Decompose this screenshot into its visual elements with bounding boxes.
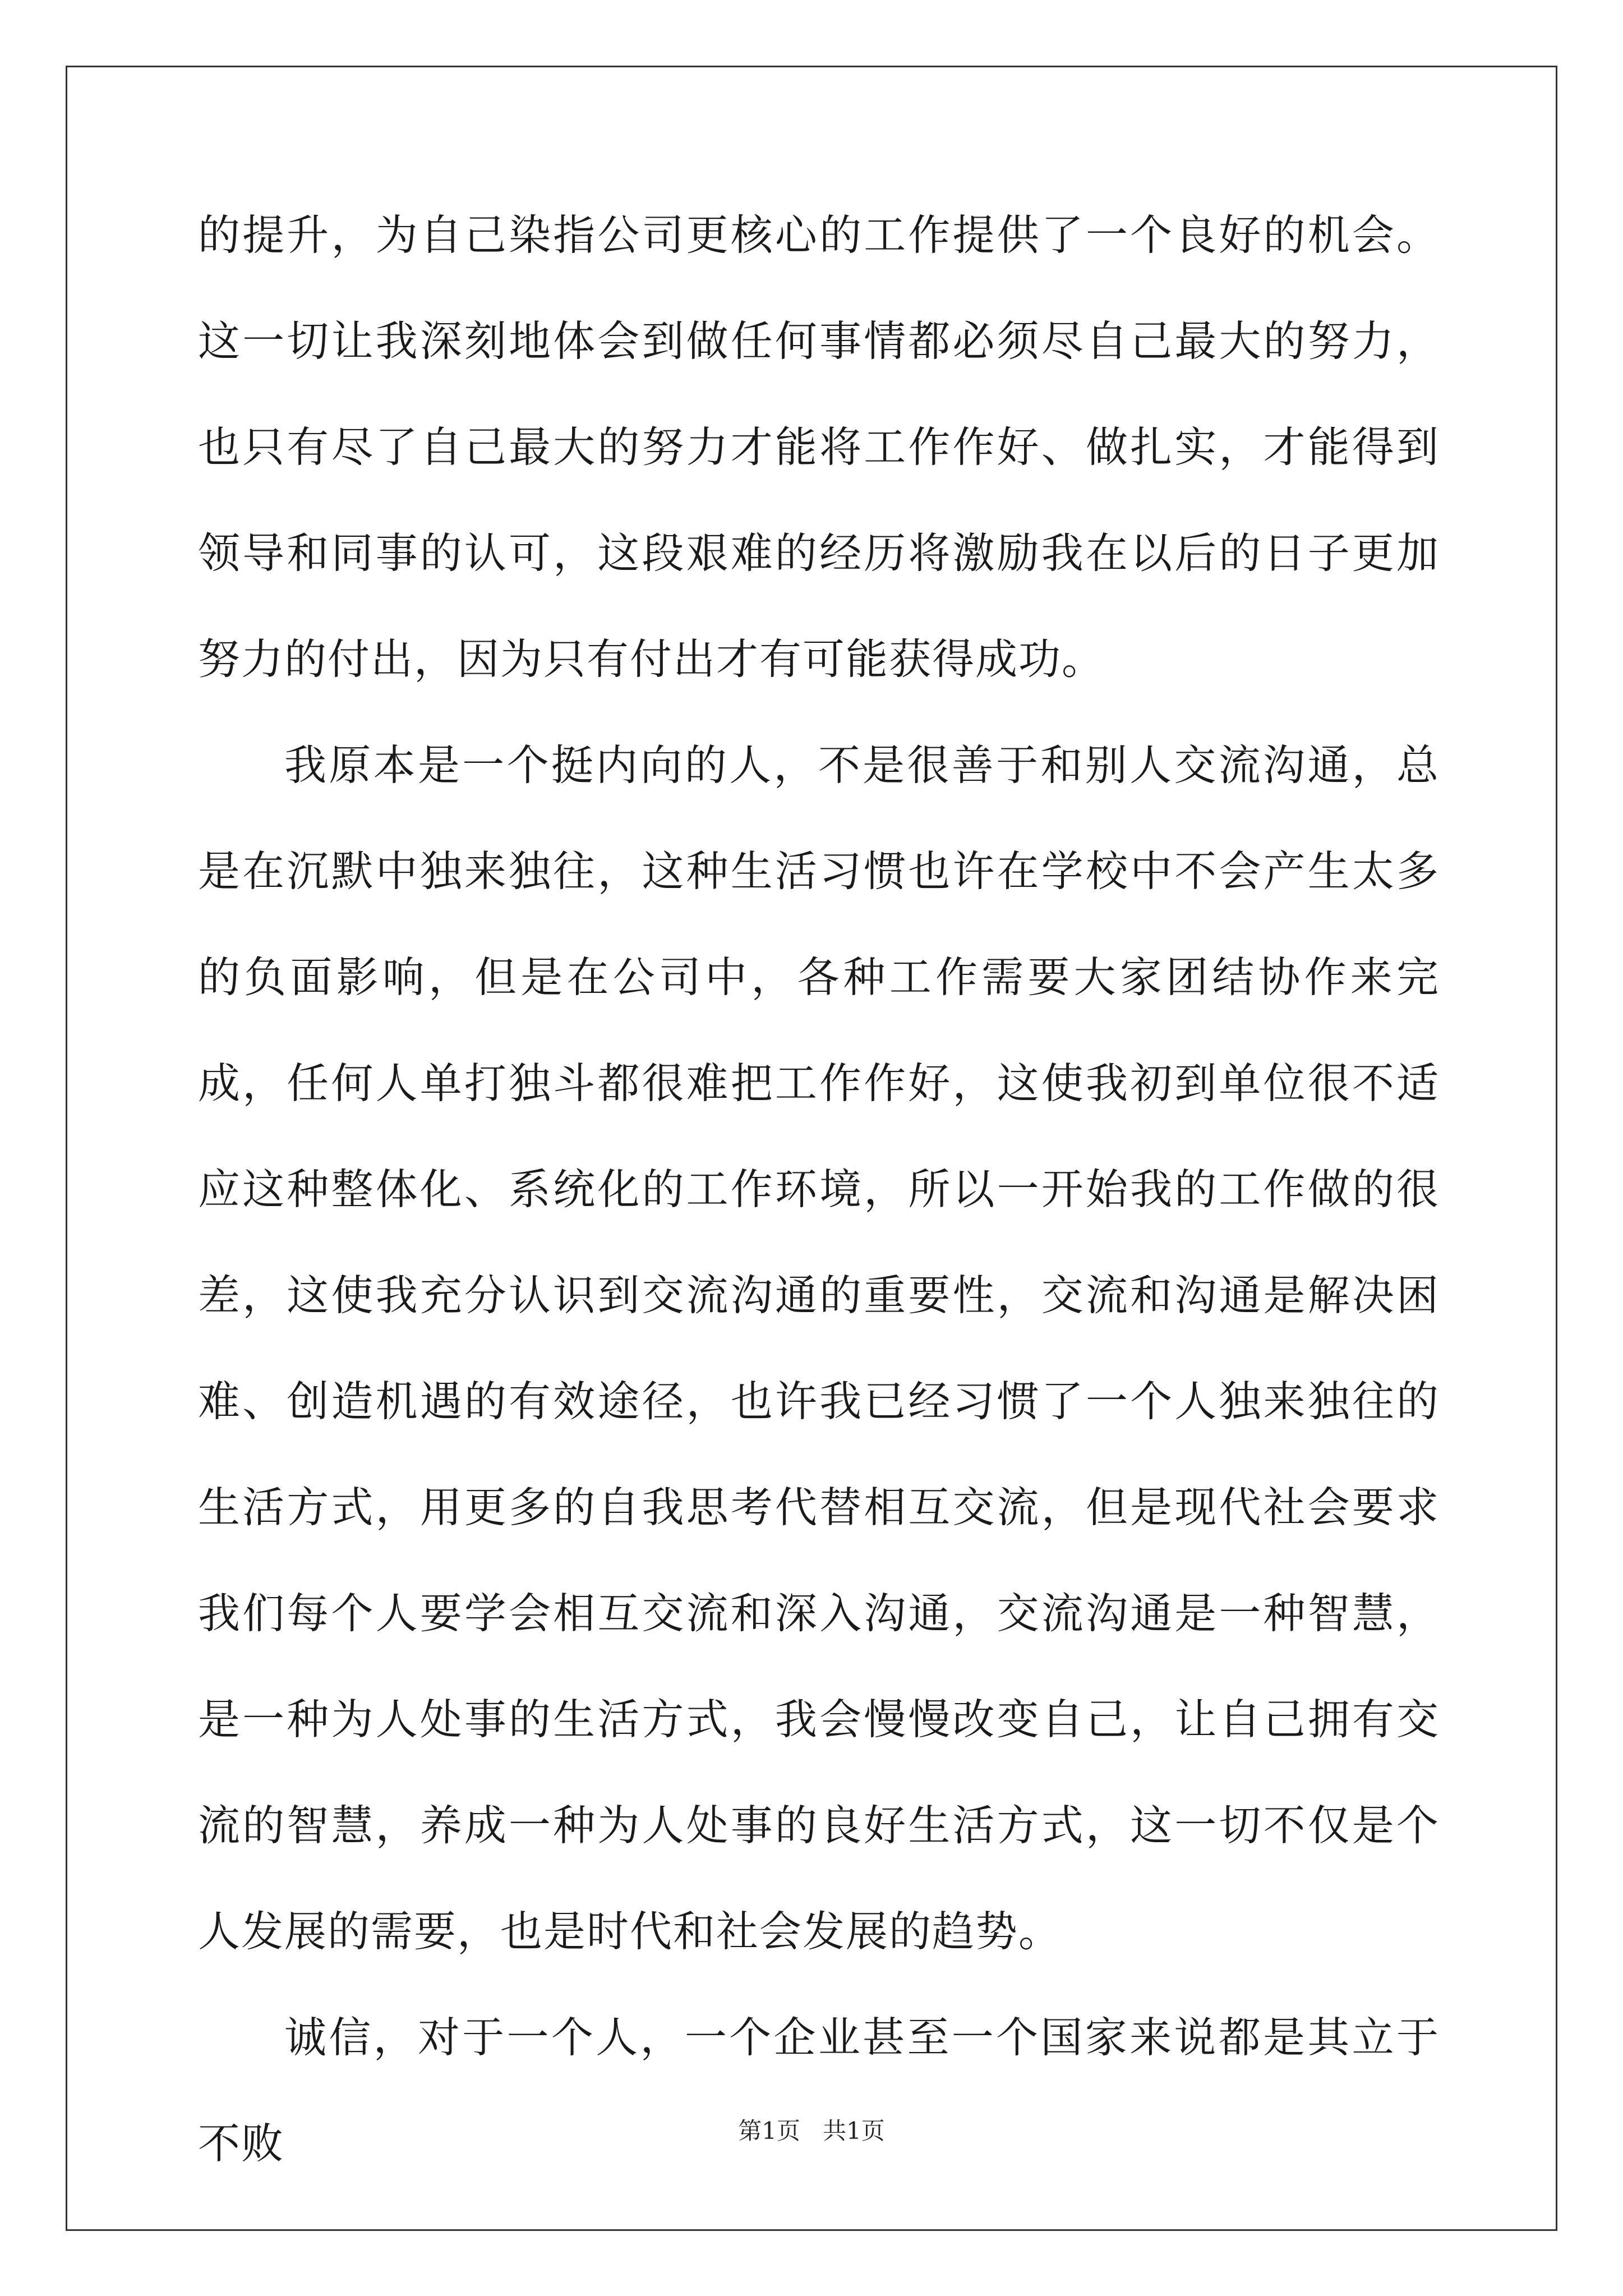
paragraph-3: 诚信，对于一个人，一个企业甚至一个国家来说都是其立于不败 (198, 2013, 1440, 2168)
document-body (198, 182, 1440, 2197)
page-number: 第1页 (738, 2117, 800, 2145)
page-total: 共1页 (823, 2117, 885, 2145)
paragraph-2: 我原本是一个挺内向的人，不是很善于和别人交流沟通，总是在沉默中独来独往，这种生活习惯也许在学校中不会产生太多的负面影响，但是在公司中，各种工作需要大家团结协作来完成，任何人单打独斗都很难把工作作好，这使我初到单位很不适应这种整体化、系统化的工作环境，所以一开始我的工作做的很差，这使我充分认识到交流沟通的重要性，交流和沟通是解决困难、创造机遇的有效途径，也许我已经习惯了一个人独来独往的生活方式，用更多的自我思考代替相互交流，但是现代社会要求我们每个人要学会相互交流和深入沟通，交流沟通是一种智慧，是一种为人处事的生活方式，我会慢慢改变自己，让自己拥有交流的智慧，养成一种为人处事的良好生活方式，这一切不仅是个人发展的需要，也是时代和社会发展的趋势。 (198, 740, 1440, 1956)
page-footer (0, 2114, 1623, 2148)
footer-spacer (800, 2117, 823, 2145)
paragraph-1: 的提升，为自己染指公司更核心的工作提供了一个良好的机会。这一切让我深刻地体会到做任何事情都必须尽自己最大的努力，也只有尽了自己最大的努力才能将工作作好、做扎实，才能得到领导和同事的认可，这段艰难的经历将激励我在以后的日子更加努力的付出，因为只有付出才有可能获得成功。 (198, 210, 1440, 684)
